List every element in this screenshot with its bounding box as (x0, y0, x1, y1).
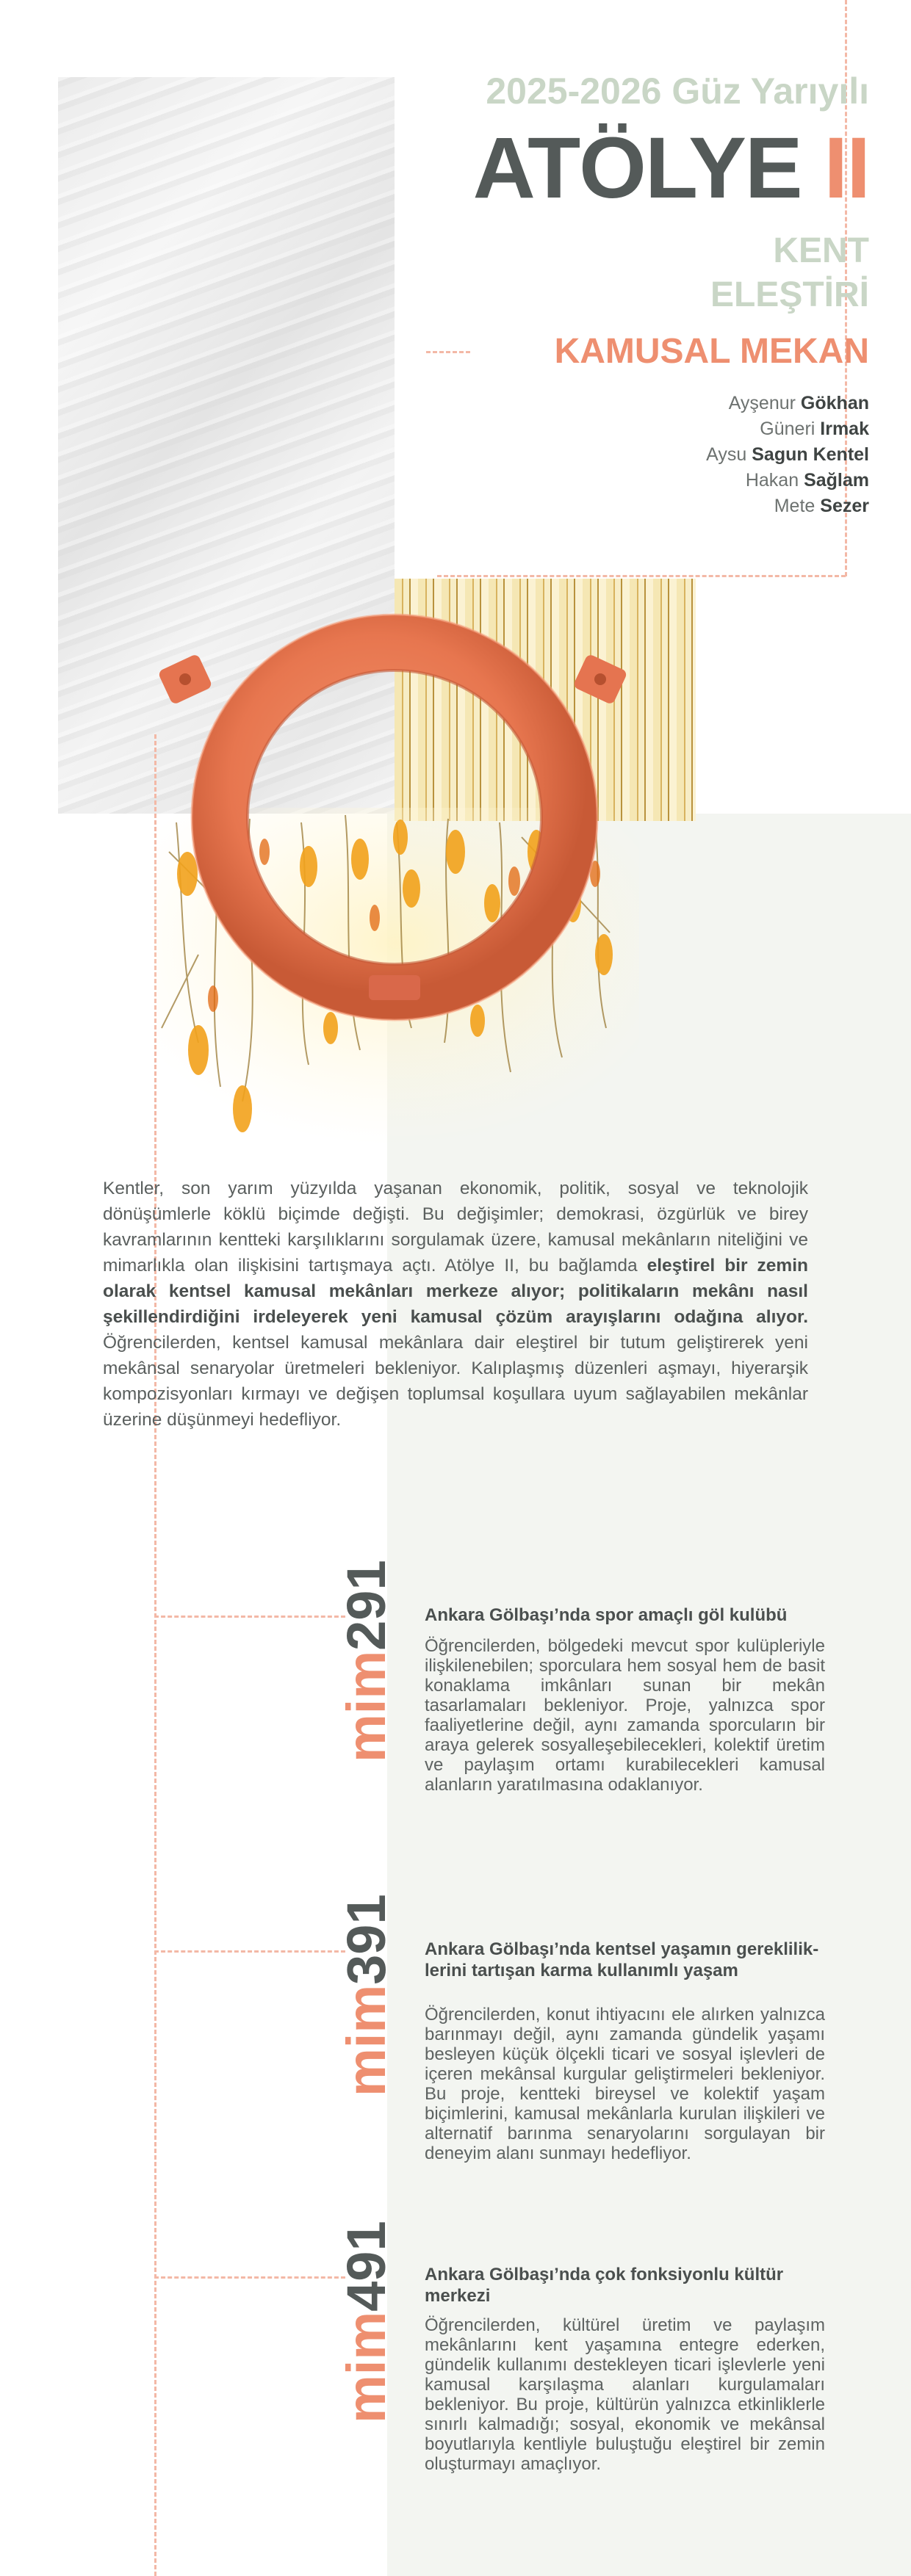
guide-line-491 (154, 2276, 345, 2279)
title-text: ATÖLYE (472, 120, 802, 217)
instructor: Aysu Sagun Kentel (706, 444, 869, 465)
guide-line-top (437, 575, 846, 577)
course-code-391: mim391 (336, 1894, 397, 2096)
course-title-491: Ankara Gölbaşı’nda çok fonksiyonlu kültür merkezi (425, 2265, 784, 2306)
topic-elestiri: ELEŞTİRİ (710, 275, 869, 314)
instructor: Mete Sezer (774, 496, 869, 516)
course-description-491: Öğrencilerden, kültürel üretim ve paylaşım mekânlarını kent yaşamına entegre ederken, gündelik kullanımı destekleyen ticari işlevlerle yeni kamusal karşılaşma alanları kurgulamaları bekleniyor. Bu proje, kültürün yalnızca etkinliklerle sınırlı kalmadığı; sosyal, ekonomik ve mekânsal boyutlarıyla kentliyle buluştuğu eleştirel bir zemin oluşturmayı amaçlıyor. (425, 2315, 825, 2474)
instructor: Ayşenur Gökhan (728, 393, 869, 413)
guide-line-291 (154, 1616, 345, 1618)
topic-kamusal-mekan: KAMUSAL MEKAN (554, 332, 869, 371)
guide-line-topic (426, 351, 470, 353)
porthole-ring-illustration (156, 579, 633, 1056)
instructor: Hakan Sağlam (745, 470, 869, 491)
course-description-391: Öğrencilerden, konut ihtiyacını ele alırken yalnızca barınmayı değil, aynı zamanda gündelik yaşamı besleyen küçük ölçekli ticari ve sosyal işlevleri de içeren mekânsal kurgular geliştirmeleri bekleniyor. Bu proje, kentteki bireysel ve kolektif yaşam biçimlerini, kamusal mekânlarla kurulan ilişkileri ve alternatif barınma senaryolarını sorgulayan bir deneyim alanı sunmayı hedefliyor. (425, 2005, 825, 2163)
course-code-491: mim491 (336, 2221, 397, 2423)
instructor: Güneri Irmak (760, 419, 869, 439)
course-description-291: Öğrencilerden, bölgedeki mevcut spor kulüpleriyle ilişkilenebilen; sporculara hem sosyal hem de basit konaklama imkânları sunan bir mekân tasarlamaları bekleniyor. Proje, yalnızca spor faaliyetlerine değil, aynı zamanda sporcuların bir araya gelerek sosyalleşebilecekleri, kolektif üretim ve paylaşım ortamı kurabilecekleri kamusal alanların yaratılmasına odaklanıyor. (425, 1636, 825, 1795)
semester-label: 2025-2026 Güz Yarıyılı (486, 70, 869, 112)
course-code-291: mim291 (336, 1560, 397, 1762)
intro-paragraph: Kentler, son yarım yüzyılda yaşanan ekonomik, politik, sosyal ve teknolojik dönüşümlerle köklü biçimde değişti. Bu değişimler; demokrasi, özgürlük ve birey kavramlarının kentteki karşılıklarını sorgulamak üzere, kamusal mekânların niteliğini ve mimarlıkla olan ilişkisini tartışmaya açtı. Atölye II, bu bağlamda eleştirel bir zemin olarak kentsel kamusal mekânları merkeze alıyor; politikaların mekânı nasıl şekillendirdiğini irdeleyerek yeni kamusal çözüm arayışlarını odağına alıyor. Öğrencilerden, kentsel kamusal mekânlara dair eleştirel bir tutum geliştirerek yeni mekânsal senaryolar üretmeleri bekleniyor. Kalıplaşmış düzenleri aşmayı, hiyerarşik kompozisyonları kırmayı ve değişen toplumsal koşullara uyum sağlayabilen mekânlar üzerine düşünmeyi hedefliyor. (103, 1179, 808, 1430)
course-title-391: Ankara Gölbaşı’nda kentsel yaşamın gerekliliklerini tartışan karma kullanımlı yaşam (425, 1939, 819, 1980)
guide-line-391 (154, 1950, 345, 1953)
course-title-291: Ankara Gölbaşı’nda spor amaçlı göl kulübü (425, 1605, 788, 1625)
title-number: II (824, 120, 869, 217)
page-title (472, 120, 869, 217)
topic-kent: KENT (773, 231, 869, 270)
